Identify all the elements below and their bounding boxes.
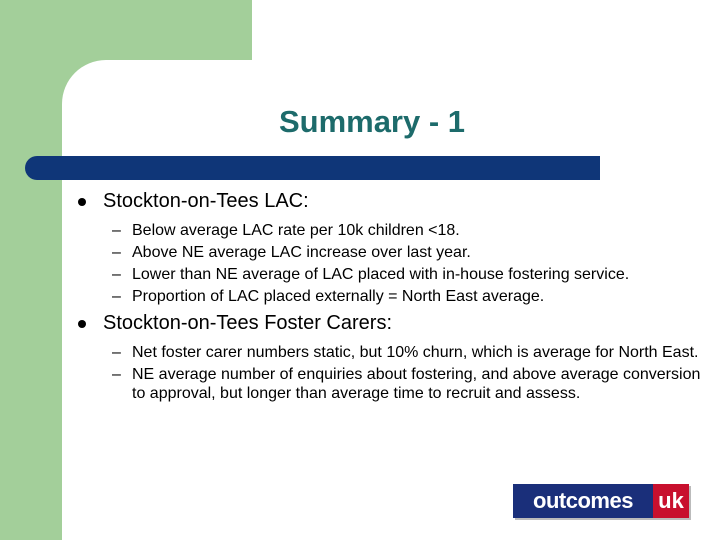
dash-icon: – bbox=[112, 244, 121, 261]
slide-content bbox=[78, 190, 708, 409]
dash-icon: – bbox=[112, 266, 121, 283]
sub-bullet bbox=[78, 365, 708, 403]
sub-bullet-text: Net foster carer numbers static, but 10% churn, which is average for North East. bbox=[132, 344, 699, 361]
sub-bullet-text: NE average number of enquiries about fostering, and above average conversion to approval, but longer than average time to recruit and assess. bbox=[132, 366, 701, 402]
bullet-heading bbox=[78, 190, 708, 213]
sub-bullet bbox=[78, 243, 708, 262]
logo-badge: uk bbox=[653, 484, 689, 518]
dash-icon: – bbox=[112, 344, 121, 361]
bullet-heading bbox=[78, 312, 708, 335]
sub-bullet bbox=[78, 343, 708, 362]
title-underline-bar bbox=[25, 156, 600, 180]
dash-icon: – bbox=[112, 288, 121, 305]
section-heading: Stockton-on-Tees Foster Carers: bbox=[103, 312, 392, 334]
sub-bullet bbox=[78, 221, 708, 240]
sub-bullet-text: Proportion of LAC placed externally = North East average. bbox=[132, 288, 545, 305]
section-heading: Stockton-on-Tees LAC: bbox=[103, 190, 309, 212]
sub-bullet-text: Below average LAC rate per 10k children <18. bbox=[132, 222, 460, 239]
sub-bullet-text: Lower than NE average of LAC placed with in-house fostering service. bbox=[132, 266, 630, 283]
bullet-dot-icon bbox=[78, 320, 86, 328]
dash-icon: – bbox=[112, 222, 121, 239]
outcomes-uk-logo bbox=[513, 484, 689, 518]
bullet-dot-icon bbox=[78, 198, 86, 206]
sub-bullet-text: Above NE average LAC increase over last year. bbox=[132, 244, 471, 261]
section-foster-carers bbox=[78, 312, 708, 403]
slide-title: Summary - 1 bbox=[278, 104, 466, 139]
logo-word: outcomes bbox=[513, 484, 653, 518]
section-lac bbox=[78, 190, 708, 306]
sub-bullet bbox=[78, 287, 708, 306]
sub-bullet bbox=[78, 265, 708, 284]
dash-icon: – bbox=[112, 366, 121, 383]
